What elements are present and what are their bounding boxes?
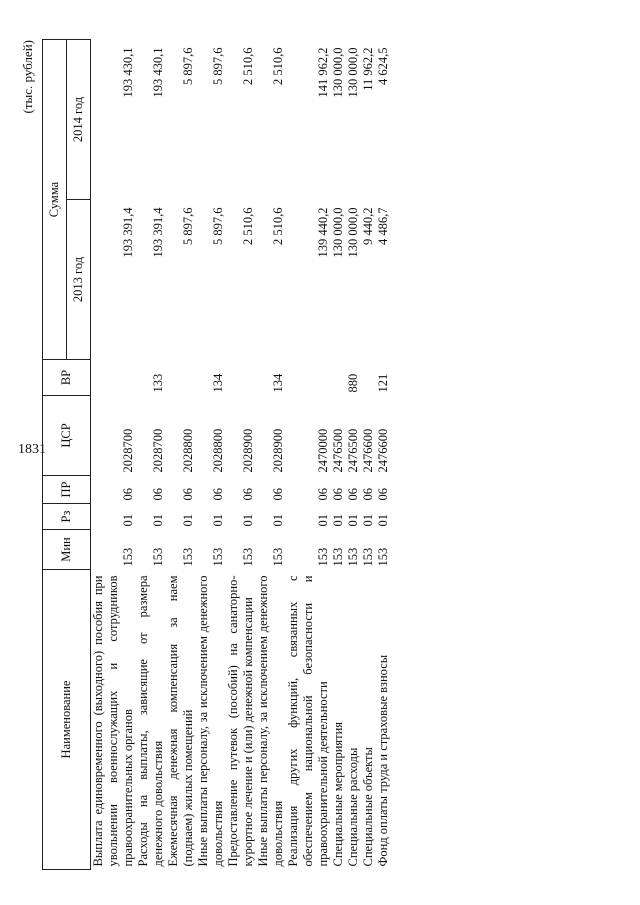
row-csr: 2028700 bbox=[121, 428, 135, 473]
row-sum-2013: 130 000,0 bbox=[331, 207, 345, 258]
row-sum-2013: 5 897,6 bbox=[181, 207, 195, 245]
row-sum-2013: 9 440,2 bbox=[361, 207, 375, 245]
row-sum-2013: 193 391,4 bbox=[121, 207, 135, 258]
row-sum-2013: 4 486,7 bbox=[376, 207, 390, 245]
row-sum-2014: 193 430,1 bbox=[151, 47, 165, 98]
table-row bbox=[91, 40, 137, 870]
row-csr: 2476600 bbox=[361, 428, 375, 473]
row-sum-2014: 2 510,6 bbox=[271, 47, 285, 85]
row-csr: 2470000 bbox=[316, 428, 330, 473]
row-name: Ежемесячная денежная компенсация за наем (поднаем) жилых помещений bbox=[166, 575, 195, 867]
table-row bbox=[256, 40, 286, 870]
row-min: 153 bbox=[121, 547, 135, 567]
row-min: 153 bbox=[346, 547, 360, 567]
row-min: 153 bbox=[361, 547, 375, 567]
row-pr: 06 bbox=[316, 488, 330, 501]
row-sum-2014: 4 624,5 bbox=[376, 47, 390, 85]
row-rz: 01 bbox=[181, 514, 195, 527]
row-sum-2014: 11 962,2 bbox=[361, 47, 375, 91]
row-sum-2013: 5 897,6 bbox=[211, 207, 225, 245]
header-year-2013: 2013 год bbox=[67, 200, 91, 360]
row-min: 153 bbox=[181, 547, 195, 567]
row-sum-2014: 2 510,6 bbox=[241, 47, 255, 85]
table-row bbox=[136, 40, 166, 870]
row-name: Иные выплаты персоналу, за исключением денежного довольствия bbox=[196, 575, 225, 867]
row-name: Предоставление путевок (пособий) на санаторно-курортное лечение и (или) денежной компенсации bbox=[226, 575, 255, 867]
row-sum-2014: 141 962,2 bbox=[316, 47, 330, 98]
header-vr: ВР bbox=[43, 360, 91, 396]
row-vr: 133 bbox=[151, 373, 165, 393]
row-pr: 06 bbox=[346, 488, 360, 501]
table-row bbox=[196, 40, 226, 870]
row-rz: 01 bbox=[211, 514, 225, 527]
row-rz: 01 bbox=[316, 514, 330, 527]
row-pr: 06 bbox=[211, 488, 225, 501]
table-header bbox=[43, 40, 91, 870]
table-row bbox=[331, 40, 346, 870]
row-vr: 134 bbox=[211, 373, 225, 393]
row-csr: 2028900 bbox=[271, 428, 285, 473]
row-csr: 2476500 bbox=[346, 428, 360, 473]
row-pr: 06 bbox=[181, 488, 195, 501]
row-sum-2014: 193 430,1 bbox=[121, 47, 135, 98]
budget-table bbox=[42, 39, 391, 870]
header-pr: ПР bbox=[43, 476, 91, 504]
row-sum-2013: 139 440,2 bbox=[316, 207, 330, 258]
row-sum-2014: 5 897,6 bbox=[211, 47, 225, 85]
header-rz: Рз bbox=[43, 504, 91, 530]
row-pr: 06 bbox=[271, 488, 285, 501]
row-rz: 01 bbox=[346, 514, 360, 527]
rotated-page-content bbox=[20, 40, 565, 870]
table-row bbox=[286, 40, 331, 870]
row-min: 153 bbox=[241, 547, 255, 567]
page-number: 1831 bbox=[18, 442, 46, 457]
row-vr bbox=[331, 360, 346, 396]
row-pr: 06 bbox=[376, 488, 390, 501]
row-pr: 06 bbox=[331, 488, 345, 501]
row-rz: 01 bbox=[151, 514, 165, 527]
row-rz: 01 bbox=[361, 514, 375, 527]
row-rz: 01 bbox=[271, 514, 285, 527]
row-rz: 01 bbox=[376, 514, 390, 527]
row-sum-2013: 2 510,6 bbox=[241, 207, 255, 245]
header-csr: ЦСР bbox=[43, 396, 91, 476]
row-pr: 06 bbox=[241, 488, 255, 501]
row-rz: 01 bbox=[121, 514, 135, 527]
table-row bbox=[361, 40, 376, 870]
table-row bbox=[226, 40, 256, 870]
row-min: 153 bbox=[271, 547, 285, 567]
header-min: Мин bbox=[43, 530, 91, 570]
row-name: Специальные объекты bbox=[361, 747, 375, 867]
row-vr bbox=[91, 360, 137, 396]
row-name: Иные выплаты персоналу, за исключением денежного довольствия bbox=[256, 575, 285, 867]
header-year-2014: 2014 год bbox=[67, 40, 91, 200]
table-row bbox=[346, 40, 361, 870]
row-rz: 01 bbox=[331, 514, 345, 527]
row-sum-2013: 2 510,6 bbox=[271, 207, 285, 245]
row-csr: 2028900 bbox=[241, 428, 255, 473]
row-csr: 2028700 bbox=[151, 428, 165, 473]
header-sum: Сумма bbox=[43, 40, 67, 360]
row-rz: 01 bbox=[241, 514, 255, 527]
table-row bbox=[376, 40, 391, 870]
row-min: 153 bbox=[331, 547, 345, 567]
row-name: Фонд оплаты труда и страховые взносы bbox=[376, 654, 390, 867]
row-min: 153 bbox=[151, 547, 165, 567]
row-sum-2014: 5 897,6 bbox=[181, 47, 195, 85]
row-name: Специальные расходы bbox=[346, 747, 360, 867]
row-csr: 2476600 bbox=[376, 428, 390, 473]
row-sum-2013: 193 391,4 bbox=[151, 207, 165, 258]
row-name: Реализация других функций, связанных с обеспечением национальной безопасности и правоохранительной деятельности bbox=[286, 575, 330, 867]
row-sum-2014: 130 000,0 bbox=[346, 47, 360, 98]
row-pr: 06 bbox=[151, 488, 165, 501]
row-pr: 06 bbox=[361, 488, 375, 501]
row-vr bbox=[286, 360, 331, 396]
units-note: (тыс. рублей) bbox=[20, 40, 35, 114]
row-name: Выплата единовременного (выходного) пособия при увольнении военнослужащих и сотрудников правоохранительных органов bbox=[91, 575, 135, 867]
row-vr bbox=[166, 360, 196, 396]
table-body bbox=[91, 40, 392, 870]
row-csr: 2028800 bbox=[211, 428, 225, 473]
row-name: Специальные мероприятия bbox=[331, 721, 345, 867]
row-vr: 880 bbox=[346, 373, 360, 393]
row-csr: 2476500 bbox=[331, 428, 345, 473]
row-name: Расходы на выплаты, зависящие от размера денежного довольствия bbox=[136, 575, 165, 867]
row-vr: 134 bbox=[271, 373, 285, 393]
row-pr: 06 bbox=[121, 488, 135, 501]
table-row bbox=[166, 40, 196, 870]
row-min: 153 bbox=[376, 547, 390, 567]
row-vr: 121 bbox=[376, 373, 390, 393]
row-csr: 2028800 bbox=[181, 428, 195, 473]
row-vr bbox=[226, 360, 256, 396]
header-name: Наименование bbox=[43, 570, 91, 870]
row-sum-2013: 130 000,0 bbox=[346, 207, 360, 258]
row-vr bbox=[361, 360, 376, 396]
row-min: 153 bbox=[316, 547, 330, 567]
row-sum-2014: 130 000,0 bbox=[331, 47, 345, 98]
row-min: 153 bbox=[211, 547, 225, 567]
